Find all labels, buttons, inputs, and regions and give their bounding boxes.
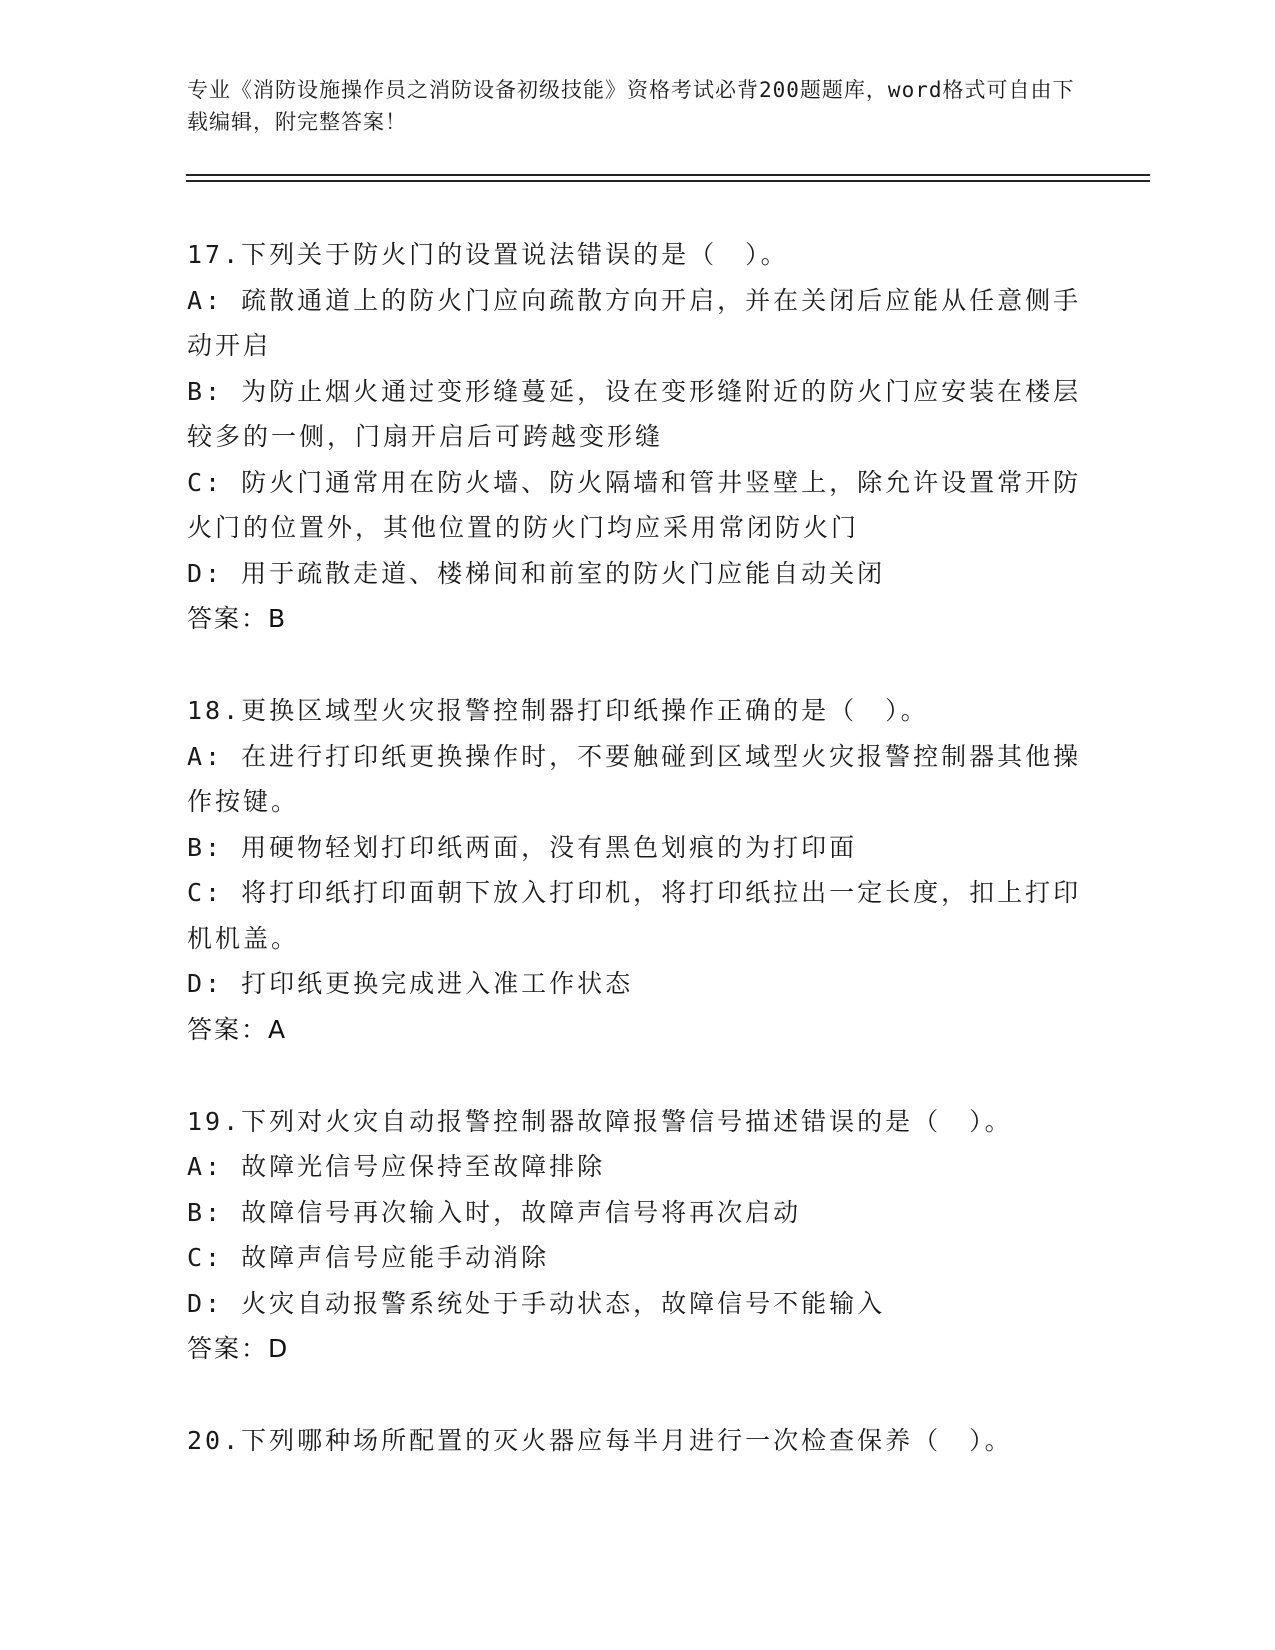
question-stem: 18.更换区域型火灾报警控制器打印纸操作正确的是（ ）。 xyxy=(187,696,929,725)
answer-label: 答案：D xyxy=(187,1334,290,1363)
answer-label: 答案：A xyxy=(187,1014,288,1044)
option-a: A: 故障光信号应保持至故障排除 xyxy=(187,1152,606,1181)
answer-label: 答案：B xyxy=(187,604,288,633)
option-d: D: 用于疏散走道、楼梯间和前室的防火门应能自动关闭 xyxy=(187,558,886,588)
question-stem: 19.下列对火灾自动报警控制器故障报警信号描述错误的是（ ）。 xyxy=(187,1106,1013,1136)
option-b: B: 用硬物轻划打印纸两面，没有黑色划痕的为打印面 xyxy=(187,832,858,862)
question-18 xyxy=(187,688,1087,1053)
option-a: A: 在进行打印纸更换操作时，不要触碰到区域型火灾报警控制器其他操作按键。 xyxy=(187,741,1082,816)
option-b: B: 为防止烟火通过变形缝蔓延，设在变形缝附近的防火门应安装在楼层较多的一侧，门扇开启后可跨越变形缝 xyxy=(187,376,1082,451)
option-d: D: 打印纸更换完成进入准工作状态 xyxy=(187,969,634,998)
option-a: A: 疏散通道上的防火门应向疏散方向开启，并在关闭后应能从任意侧手动开启 xyxy=(187,285,1082,360)
question-stem: 17.下列关于防火门的设置说法错误的是（ ）。 xyxy=(187,240,789,269)
question-20 xyxy=(187,1418,1087,1464)
question-list xyxy=(187,232,1087,1510)
question-stem: 20.下列哪种场所配置的灭火器应每半月进行一次检查保养（ ）。 xyxy=(187,1426,1013,1455)
question-17 xyxy=(187,232,1087,642)
header-divider-bottom xyxy=(186,180,1150,182)
question-19 xyxy=(187,1099,1087,1373)
option-c: C: 防火门通常用在防火墙、防火隔墙和管井竖壁上，除允许设置常开防火门的位置外，其他位置的防火门均应采用常闭防火门 xyxy=(187,467,1082,542)
option-c: C: 将打印纸打印面朝下放入打印机，将打印纸拉出一定长度，扣上打印机机盖。 xyxy=(187,878,1082,953)
document-header: 专业《消防设施操作员之消防设备初级技能》资格考试必背200题题库，word格式可自由下载编辑，附完整答案！ xyxy=(187,78,1075,134)
header-divider-top xyxy=(186,174,1150,176)
option-c: C: 故障声信号应能手动消除 xyxy=(187,1243,550,1272)
option-b: B: 故障信号再次输入时，故障声信号将再次启动 xyxy=(187,1197,802,1227)
option-d: D: 火灾自动报警系统处于手动状态，故障信号不能输入 xyxy=(187,1288,886,1318)
